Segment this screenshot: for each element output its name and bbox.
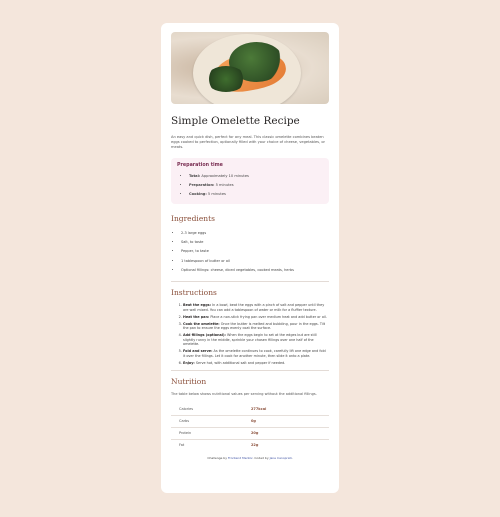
divider: [171, 281, 329, 282]
step-text: Once the butter is melted and bubbling, pour in the eggs. Tilt the pan to ensure the eggs evenly coat the surface.: [183, 321, 326, 331]
table-row: [171, 427, 329, 439]
preparation-box: [171, 158, 329, 204]
preparation-list: [177, 172, 323, 199]
page-title: Simple Omelette Recipe: [171, 115, 300, 127]
list-item: [183, 303, 329, 312]
nutrient-value: 20g: [251, 427, 329, 439]
divider: [171, 370, 329, 371]
nutrition-table: [171, 404, 329, 451]
list-item: [183, 322, 329, 331]
prep-value: 5 minutes: [215, 183, 234, 187]
attribution-suffix: .: [291, 455, 293, 460]
step-title: Cook the omelette:: [183, 321, 220, 326]
instructions-heading: Instructions: [171, 288, 217, 298]
step-text: Place a non-stick frying pan over medium heat and add butter or oil.: [210, 314, 327, 319]
table-row: [171, 439, 329, 451]
list-item: [183, 361, 329, 366]
step-title: Beat the eggs:: [183, 303, 212, 308]
nutrient-name: Calories: [171, 404, 251, 416]
recipe-card: [161, 23, 339, 493]
list-item: [189, 190, 323, 199]
nutrient-value: 277kcal: [251, 404, 329, 416]
nutrient-value: 22g: [251, 443, 259, 447]
step-title: Fold and serve:: [183, 349, 213, 354]
list-item: [189, 181, 323, 190]
list-item: • Salt, to taste: [181, 238, 329, 247]
list-item: [183, 349, 329, 358]
recipe-intro: An easy and quick dish, perfect for any meal. This classic omelette combines beaten eggs cooked to perfection, optionally filled with your choice of cheese, vegetables, or meats.: [171, 135, 326, 149]
instructions-list: [171, 303, 329, 365]
omelette-photo: [171, 32, 329, 104]
table-row: [171, 415, 329, 427]
prep-label: Total:: [189, 174, 201, 178]
step-text: In a bowl, beat the eggs with a pinch of salt and pepper until they are well mixed. You can add a tablespoon of water or milk for a fluffier texture.: [183, 303, 325, 312]
list-item: [183, 315, 329, 320]
step-title: Add fillings (optional):: [183, 333, 226, 338]
list-item: • 1 tablespoon of butter or oil: [181, 257, 329, 266]
list-item: • Pepper, to taste: [181, 247, 329, 256]
list-item: [183, 333, 329, 347]
list-item: • Optional fillings: cheese, diced vegetables, cooked meats, herbs: [181, 266, 329, 275]
step-title: Heat the pan:: [183, 314, 210, 319]
step-text: When the eggs begin to set at the edges but are still slightly runny in the middle, sprinkle your chosen fillings over one half of the omelette.: [183, 333, 317, 347]
nutrition-intro: The table below shows nutritional values per serving without the additional fillings.: [171, 391, 317, 396]
ingredients-heading: Ingredients: [171, 214, 215, 223]
list-item: • 2-3 large eggs: [181, 229, 329, 238]
prep-label: Preparation:: [189, 183, 215, 187]
ingredients-list: [171, 229, 329, 275]
table-row: [171, 404, 329, 416]
attribution-middle: . Coded by: [252, 455, 269, 460]
preparation-heading: Preparation time: [177, 163, 223, 168]
greens-shape-2: [206, 66, 246, 92]
coder-link[interactable]: Jane Canoprati: [269, 455, 292, 460]
attribution-prefix: Challenge by: [207, 455, 227, 460]
prep-value: 5 minutes: [207, 192, 226, 196]
nutrient-value: 0g: [251, 415, 329, 427]
list-item: [189, 172, 323, 181]
prep-label: Cooking:: [189, 192, 207, 196]
prep-value: Approximately 10 minutes: [201, 174, 249, 178]
attribution: [171, 456, 329, 460]
nutrient-name: Fat: [179, 443, 185, 447]
step-text: As the omelette continues to cook, carefully lift one edge and fold it over the fillings. Let it cook for another minute, then slide it onto a plate.: [183, 349, 326, 358]
nutrient-name: Carbs: [171, 415, 251, 427]
nutrition-heading: Nutrition: [171, 376, 207, 386]
step-title: Enjoy:: [183, 360, 195, 365]
frontend-mentor-link[interactable]: Frontend Mentor: [227, 455, 253, 460]
step-text: Serve hot, with additional salt and pepper if needed.: [195, 360, 286, 365]
nutrient-name: Protein: [171, 427, 251, 439]
